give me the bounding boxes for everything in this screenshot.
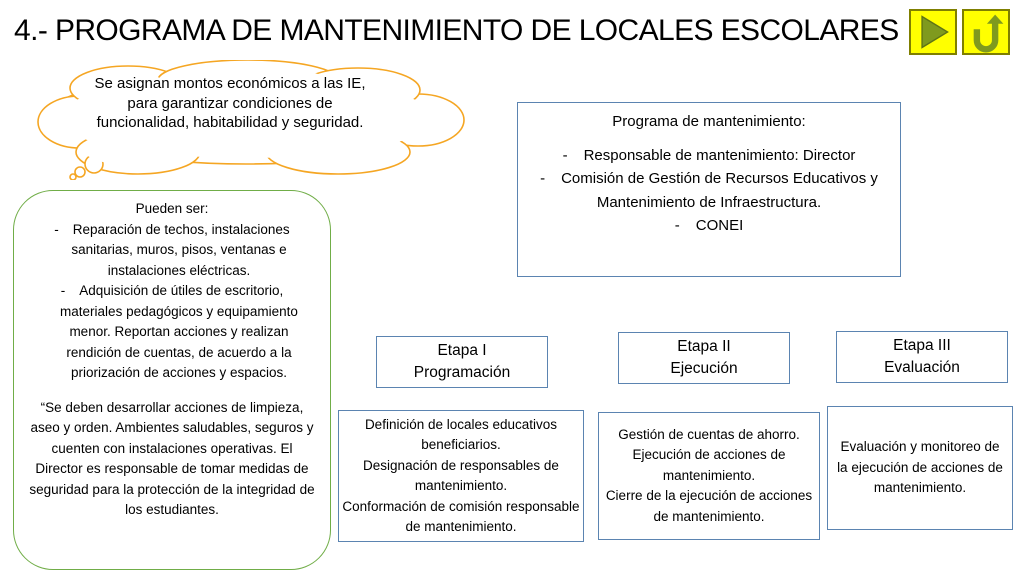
- stage-2-label: Etapa II Ejecución: [618, 332, 790, 384]
- play-triangle-icon: [911, 11, 955, 53]
- oval-heading: Pueden ser:: [135, 201, 209, 216]
- program-heading: Programa de mantenimiento:: [612, 113, 806, 130]
- list-item: - CONEI: [674, 217, 744, 234]
- cloud-text: Se asignan montos económicos a las IE, para garantizar condiciones de funcionalidad, habitabilidad y seguridad.: [94, 75, 366, 131]
- maintenance-program-box: [517, 102, 901, 277]
- stage-2-description: Gestión de cuentas de ahorro. Ejecución de acciones de mantenimiento. Cierre de la ejecución de acciones de mantenimiento.: [598, 412, 820, 540]
- list-item: - Reparación de techos, instalaciones sanitarias, muros, pisos, ventanas e instalaciones eléctricas.: [54, 221, 290, 278]
- page-title: 4.- PROGRAMA DE MANTENIMIENTO DE LOCALES ESCOLARES: [14, 14, 899, 47]
- oval-quote: “Se deben desarrollar acciones de limpieza, aseo y orden. Ambientes saludables, seguros y cuenten con instalaciones operativas. El Director es responsable de tomar medidas de seguridad para la protección de la integridad de los estudiantes.: [29, 399, 315, 517]
- actions-oval: [13, 190, 331, 570]
- list-item: - Adquisición de útiles de escritorio, materiales pedagógicos y equipamiento menor. Reportan acciones y realizan rendición de cuentas, de acuerdo a la priorización de acciones y espacios.: [60, 283, 298, 380]
- list-item: - Comisión de Gestión de Recursos Educativos y Mantenimiento de Infraestructura.: [540, 170, 878, 211]
- oval-list: [28, 220, 316, 384]
- u-turn-arrow-icon: [964, 11, 1008, 53]
- stage-3-description: Evaluación y monitoreo de la ejecución de acciones de mantenimiento.: [827, 406, 1013, 530]
- stage-1-description: Definición de locales educativos beneficiarios. Designación de responsables de mantenimiento. Conformación de comisión responsable de mantenimiento.: [338, 410, 584, 542]
- program-list: [528, 144, 890, 238]
- return-button[interactable]: [962, 9, 1010, 55]
- stage-1-label: Etapa I Programación: [376, 336, 548, 388]
- stage-3-label: Etapa III Evaluación: [836, 331, 1008, 383]
- next-slide-button[interactable]: [909, 9, 957, 55]
- list-item: - Responsable de mantenimiento: Director: [562, 146, 856, 164]
